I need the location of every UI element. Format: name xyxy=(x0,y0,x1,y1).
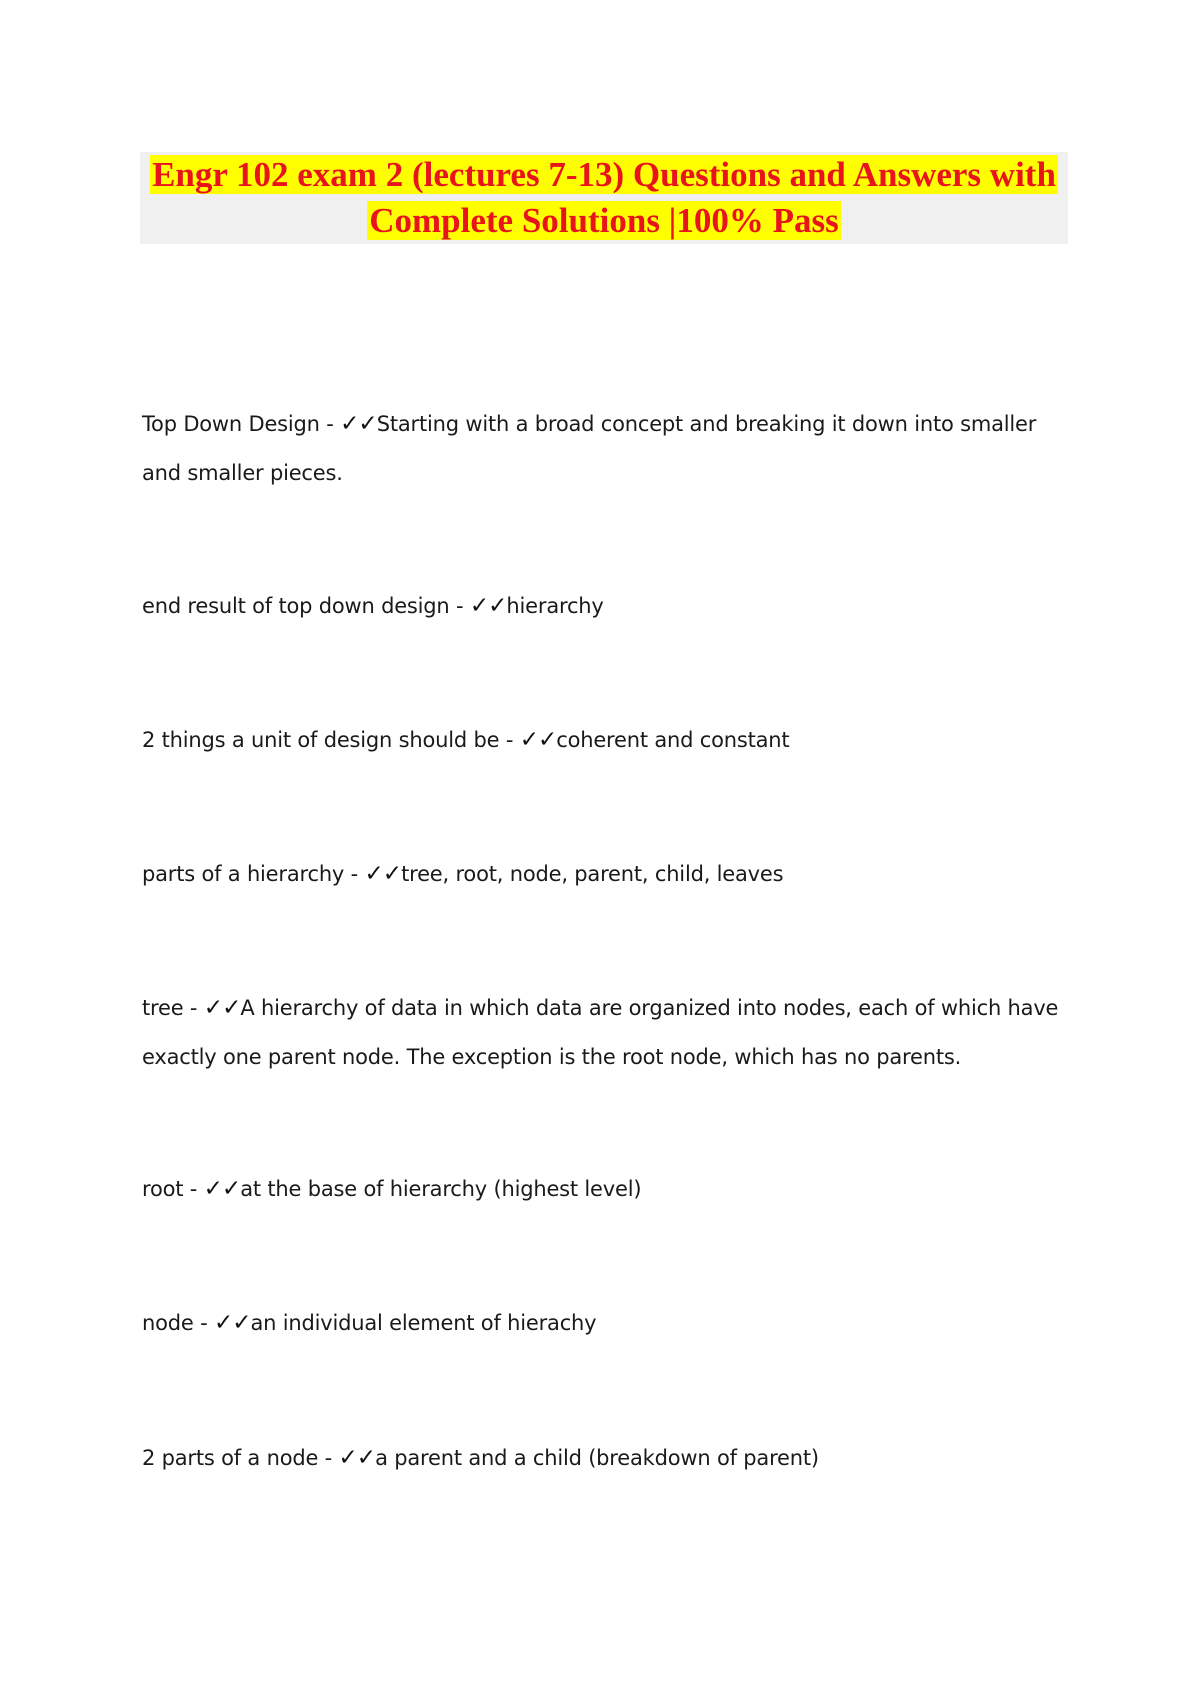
qa-term: end result of top down design xyxy=(142,594,450,618)
qa-separator: - xyxy=(499,728,520,752)
qa-item xyxy=(142,1165,1062,1214)
qa-answer: A hierarchy of data in which data are organized into nodes, each of which have exactly one parent node. The exception is the root node, which has no parents. xyxy=(142,996,1059,1069)
qa-separator: - xyxy=(318,1446,339,1470)
double-check-icon: ✓✓ xyxy=(340,411,377,437)
qa-separator: - xyxy=(193,1311,214,1335)
qa-item xyxy=(142,1299,1062,1348)
qa-answer: a parent and a child (breakdown of parent) xyxy=(375,1446,819,1470)
title-line-1: Engr 102 exam 2 (lectures 7-13) Questions and Answers with xyxy=(152,155,1056,194)
qa-answer: hierarchy xyxy=(506,594,604,618)
qa-term: parts of a hierarchy xyxy=(142,862,345,886)
qa-answer: tree, root, node, parent, child, leaves xyxy=(401,862,784,886)
qa-answer: at the base of hierarchy (highest level) xyxy=(240,1177,642,1201)
qa-term: tree xyxy=(142,996,184,1020)
qa-separator: - xyxy=(449,594,470,618)
qa-term: 2 parts of a node xyxy=(142,1446,319,1470)
qa-item xyxy=(142,716,1062,765)
double-check-icon: ✓✓ xyxy=(364,861,402,887)
double-check-icon: ✓✓ xyxy=(469,593,507,619)
qa-answer: coherent and constant xyxy=(556,728,790,752)
qa-separator: - xyxy=(319,412,341,436)
qa-separator: - xyxy=(344,862,365,886)
qa-item xyxy=(142,1434,1062,1483)
qa-item xyxy=(142,582,1062,631)
double-check-icon: ✓✓ xyxy=(338,1445,376,1471)
qa-term: node xyxy=(142,1311,194,1335)
qa-item xyxy=(142,850,1062,899)
qa-term: Top Down Design xyxy=(142,412,320,436)
qa-item xyxy=(142,400,1062,498)
qa-answer: Starting with a broad concept and breaking it down into smaller and smaller pieces. xyxy=(142,412,1037,485)
double-check-icon: ✓✓ xyxy=(203,995,241,1021)
qa-separator: - xyxy=(183,1177,204,1201)
qa-item xyxy=(142,984,1062,1082)
document-title xyxy=(140,152,1068,244)
qa-term: root xyxy=(142,1177,184,1201)
qa-answer: an individual element of hierachy xyxy=(250,1311,597,1335)
double-check-icon: ✓✓ xyxy=(203,1176,241,1202)
double-check-icon: ✓✓ xyxy=(519,727,557,753)
title-line-2: Complete Solutions |100% Pass xyxy=(369,201,839,240)
double-check-icon: ✓✓ xyxy=(213,1310,251,1336)
qa-term: 2 things a unit of design should be xyxy=(142,728,500,752)
qa-separator: - xyxy=(183,996,204,1020)
